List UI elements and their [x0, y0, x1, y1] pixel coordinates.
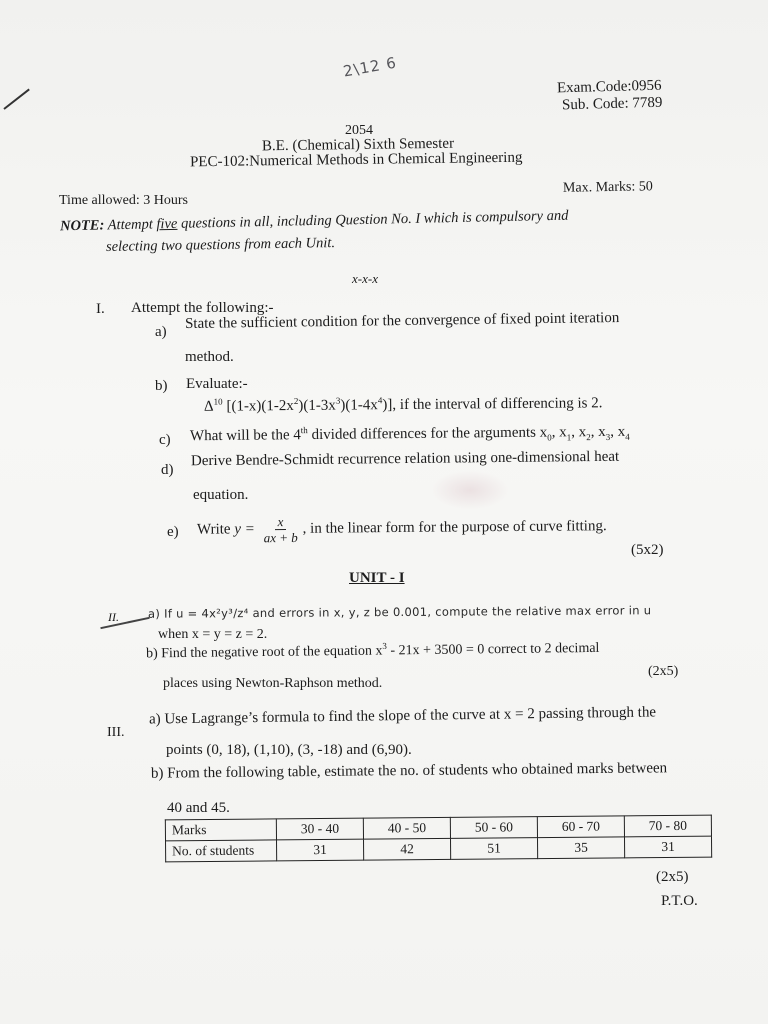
q1-d-line2: equation. — [193, 487, 249, 503]
handwritten-date: 2\12 6 — [341, 53, 399, 81]
sub-code: Sub. Code: 7789 — [561, 94, 663, 114]
table-cell: 31 — [624, 836, 711, 858]
e-write: Write — [196, 521, 231, 538]
table-cell: 30 - 40 — [276, 818, 363, 840]
note-text-2: questions in all, including Question No. I which is compulsory and — [180, 207, 569, 232]
q3-b-line1: b) From the following table, estimate the no. of students who obtained marks between — [150, 760, 668, 782]
expr-part-4: )], if the interval of differencing is 2. — [382, 395, 603, 414]
table-cell: 35 — [537, 837, 624, 859]
arg-1: 1 — [566, 432, 572, 443]
e-numerator: x — [275, 514, 287, 530]
q1-c-label: c) — [159, 432, 171, 448]
q2-number: II. — [108, 610, 119, 624]
q1-d-line1: Derive Bendre-Schmidt recurrence relation using one-dimensional heat — [190, 448, 620, 470]
arg-3: 3 — [605, 431, 611, 442]
table-header-marks: Marks — [165, 819, 276, 841]
arg-2: 2 — [586, 432, 591, 443]
q3-b-line2: 40 and 45. — [167, 800, 230, 816]
note-line-1 — [60, 208, 569, 236]
course-title: B.E. (Chemical) Sixth Semester — [261, 135, 455, 155]
arg-4: 4 — [625, 431, 630, 442]
q2-b-line2: places using Newton-Raphson method. — [163, 676, 383, 691]
q1-b-label: b) — [155, 378, 168, 394]
marks-table — [165, 815, 712, 863]
q1-e-text — [197, 511, 607, 546]
table-cell: 50 - 60 — [450, 817, 537, 839]
exam-year: 2054 — [345, 123, 373, 138]
c-text-1: What will be the 4 — [189, 427, 301, 445]
expr-sup-3: 3 — [335, 395, 341, 406]
pen-mark — [3, 89, 29, 110]
expr-sup-4: 4 — [377, 395, 383, 406]
unit-title: UNIT - I — [349, 570, 405, 586]
expr-part-3: )(1-4x — [340, 397, 378, 414]
arg-0: 0 — [547, 432, 552, 443]
q1-b-expression — [204, 393, 603, 415]
q1-a-label: a) — [155, 324, 167, 340]
q2-b-sup: 3 — [382, 640, 387, 651]
q1-a-line2: method. — [185, 349, 234, 365]
note-text-1: Attempt — [107, 216, 153, 234]
note-line-2: selecting two questions from each Unit. — [105, 235, 336, 255]
q2-b-text-2: - 21x + 3500 = 0 correct to 2 decimal — [390, 640, 600, 659]
q1-number: I. — [96, 301, 105, 317]
q1-intro: Attempt the following:- — [131, 300, 274, 316]
e-rest: , in the linear form for the purpose of curve fitting. — [302, 518, 607, 537]
q3-marks: (2x5) — [656, 869, 689, 885]
table-cell: 60 - 70 — [537, 816, 624, 838]
table-cell: 42 — [364, 838, 451, 860]
q3-a-line1: a) Use Lagrange’s formula to find the slope of the curve at x = 2 passing through the — [148, 704, 657, 728]
table-header-students: No. of students — [166, 840, 277, 862]
q1-marks: (5x2) — [631, 542, 664, 558]
delta-exponent: 10 — [213, 396, 223, 407]
time-allowed: Time allowed: 3 Hours — [59, 193, 188, 208]
e-y: y = — [234, 521, 255, 538]
max-marks: Max. Marks: 50 — [562, 179, 653, 196]
separator: x-x-x — [352, 271, 378, 286]
q2-a-text: a) If u = 4x²y³/z⁴ and errors in x, y, z be 0.001, compute the relative max error in u — [147, 603, 652, 621]
delta-symbol: Δ — [203, 398, 214, 415]
ink-smudge — [430, 470, 510, 510]
e-fraction — [260, 514, 300, 545]
q1-c-text: What will be the 4th divided differences for the arguments $x_0$, $x_1$, $x_2$, $x_3$, $x_4$ — [189, 423, 630, 445]
q2-a-line2: when x = y = z = 2. — [158, 627, 268, 642]
q1-e-label: e) — [167, 524, 179, 540]
table-row-students — [166, 836, 712, 862]
paper-title: PEC-102:Numerical Methods in Chemical Engineering — [189, 149, 523, 171]
expr-part-2: )(1-3x — [298, 397, 336, 414]
q1-b-line1: Evaluate:- — [186, 376, 248, 392]
q3-number: III. — [107, 725, 125, 740]
q2-b-text-1: b) Find the negative root of the equation x — [145, 643, 383, 662]
table-cell: 31 — [277, 839, 364, 861]
table-cell: 70 - 80 — [624, 815, 711, 837]
c-text-2: divided differences for the arguments x — [311, 424, 548, 444]
q1-d-label: d) — [161, 462, 174, 478]
q1-a-line1: State the sufficient condition for the convergence of fixed point iteration — [184, 309, 620, 333]
c-th: th — [300, 425, 308, 436]
table-cell: 40 - 50 — [363, 817, 450, 839]
e-denominator: ax + b — [263, 529, 298, 546]
q3-a-line2: points (0, 18), (1,10), (3, -18) and (6,90). — [166, 742, 412, 758]
expr-part-1: [(1-x)(1-2x — [226, 397, 294, 415]
pto: P.T.O. — [661, 893, 698, 909]
expr-sup-2: 2 — [293, 395, 299, 406]
exam-code: Exam.Code:0956 — [556, 77, 662, 97]
note-five: five — [156, 215, 178, 233]
q2-marks: (2x5) — [648, 664, 679, 679]
table-cell: 51 — [450, 838, 537, 860]
note-label: NOTE: — [59, 217, 105, 235]
